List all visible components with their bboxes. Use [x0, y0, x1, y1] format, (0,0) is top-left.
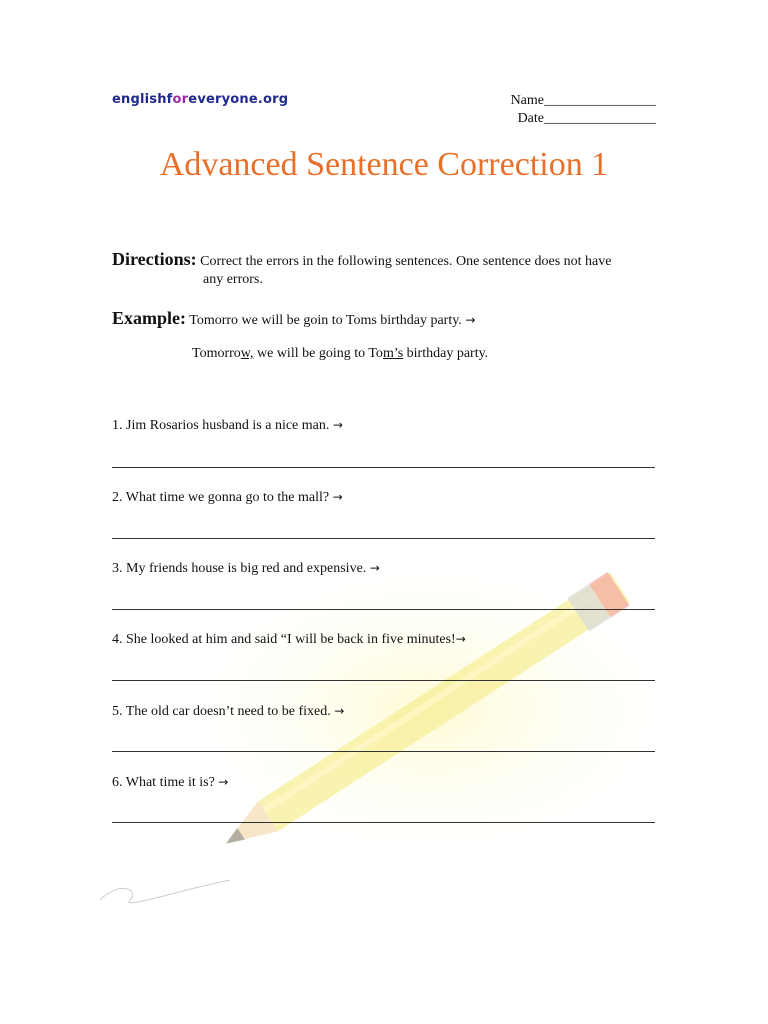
directions: [112, 250, 672, 289]
question-3: 3. My friends house is big red and expensive. →: [112, 561, 380, 576]
answer-line-6[interactable]: [112, 822, 655, 823]
date-field: Date________________: [517, 111, 656, 126]
answer-line-5[interactable]: [112, 751, 655, 752]
right-arrow-icon: →: [369, 561, 380, 575]
right-arrow-icon: →: [218, 775, 229, 789]
right-arrow-icon: →: [332, 490, 343, 504]
question-1: 1. Jim Rosarios husband is a nice man. →: [112, 418, 343, 433]
name-date-block: [480, 92, 656, 128]
question-5: 5. The old car doesn’t need to be fixed. →: [112, 704, 345, 719]
page-title: Advanced Sentence Correction 1: [159, 146, 609, 183]
question-2: 2. What time we gonna go to the mall? →: [112, 490, 343, 505]
answer-line-4[interactable]: [112, 680, 655, 681]
right-arrow-icon: →: [455, 632, 466, 646]
right-arrow-icon: →: [332, 418, 343, 432]
example: [112, 308, 475, 329]
directions-text-line1: Correct the errors in the following sentences. One sentence does not have: [200, 254, 612, 269]
name-field: Name________________: [510, 93, 656, 108]
answer-line-3[interactable]: [112, 609, 655, 610]
answer-line-2[interactable]: [112, 538, 655, 539]
site-logo[interactable]: englishforeveryone.org: [112, 92, 289, 107]
right-arrow-icon: →: [465, 313, 476, 327]
question-4: 4. She looked at him and said “I will be back in five minutes!→: [112, 632, 466, 647]
directions-text-line2: any errors.: [203, 272, 263, 287]
pencil-illustration-icon: [90, 520, 690, 920]
right-arrow-icon: →: [334, 704, 345, 718]
example-sentence: Tomorro we will be goin to Toms birthday party.: [189, 313, 462, 328]
answer-line-1[interactable]: [112, 467, 655, 468]
directions-label: Directions:: [112, 249, 197, 269]
example-label: Example:: [112, 308, 186, 328]
question-6: 6. What time it is? →: [112, 775, 229, 790]
example-answer: Tomorrow, we will be going to Tom’s birthday party.: [192, 346, 489, 361]
